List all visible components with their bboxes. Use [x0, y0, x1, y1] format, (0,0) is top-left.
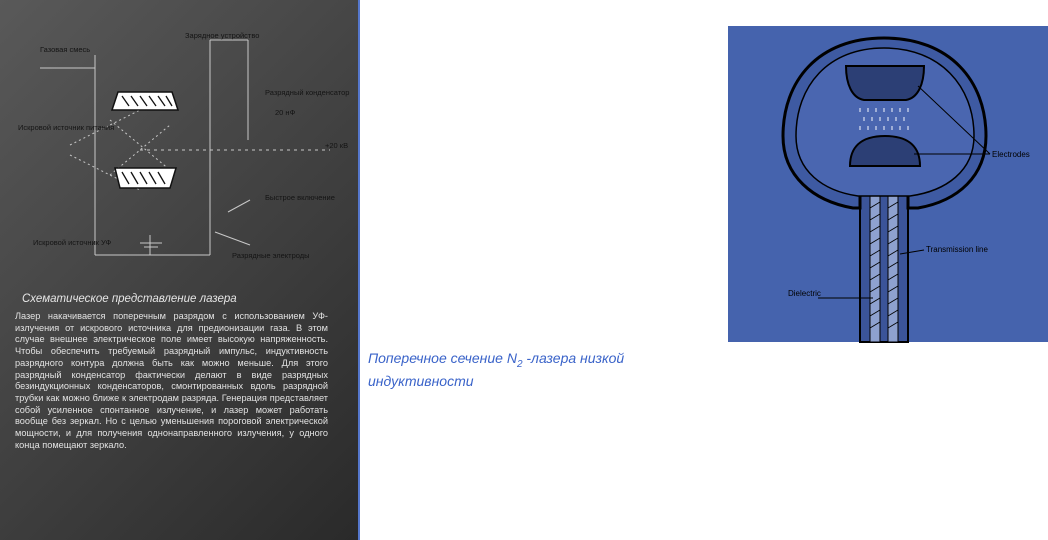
transmission-line-shape: [860, 186, 908, 342]
bottom-electrode-shape: [115, 168, 176, 188]
top-electrode-shape: [846, 66, 924, 100]
label-dielectric: Dielectric: [788, 289, 821, 298]
right-caption-subscript: 2: [516, 358, 523, 370]
laser-scheme: [0, 0, 358, 290]
label-uv-source: Искровой источник УФ: [33, 238, 112, 247]
label-electrodes: Разрядные электроды: [232, 251, 310, 260]
top-electrode-shape: [112, 92, 178, 110]
cross-section-diagram: [728, 26, 1048, 342]
label-fast-switch: Быстрое включение: [265, 193, 335, 202]
label-voltage: +20 кВ: [325, 141, 349, 150]
left-caption: Схематическое представление лазера: [22, 293, 237, 305]
label-transmission-line: Transmission line: [926, 245, 988, 254]
right-caption-rest: -лазера низкой индуктивности: [368, 350, 625, 389]
left-panel: [0, 0, 358, 540]
label-capacitor-value: 20 нФ: [275, 108, 296, 117]
label-electrodes-en: Electrodes: [992, 150, 1030, 159]
label-charging: Зарядное устройство: [185, 31, 260, 40]
description-text: Лазер накачивается поперечным разрядом с использованием УФ-излучения от искрового источника для предионизации газа. В этом случае внешнее электрическое поле имеет высокую напряженность. Чтобы обеспечить требуемый разрядный импульс, индуктивность разрядного контура должна быть как можно меньше. Для этого разрядный конденсатор фактически делают в виде разрядных безиндукционных конденсаторов, смонтированных вдоль разрядной трубки как можно ближе к электродам разряда. Генерация представляет собой усиленное спонтанное излучение, и лазер может работать вообще без зеркал. Но с целью уменьшения пороговой электрической мощности, и для получения однонаправленного излучения, у одного конца помещают зеркало.: [15, 311, 328, 450]
label-gas-flow: Газовая смесь: [40, 45, 91, 54]
discharge-bulb-shape: [783, 38, 986, 208]
right-caption-main: Поперечное сечение N: [368, 350, 517, 366]
label-spark-power: Искровой источник питания: [18, 123, 115, 132]
label-capacitor: Разрядный конденсатор: [265, 88, 350, 97]
right-caption: [368, 350, 713, 390]
right-panel: [358, 0, 1030, 540]
